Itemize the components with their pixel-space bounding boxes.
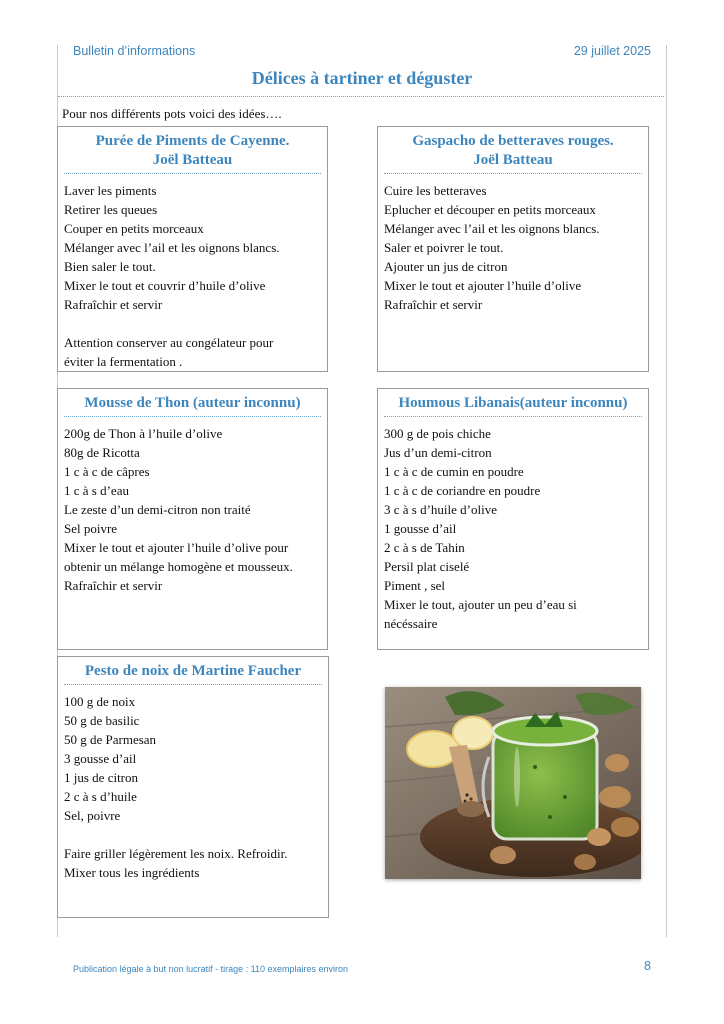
recipe-card-pesto — [57, 656, 329, 918]
recipe-title: Houmous Libanais(auteur inconnu) — [398, 395, 628, 411]
page-margin-right — [666, 45, 667, 937]
issue-date: 29 juillet 2025 — [573, 44, 651, 58]
recipe-card-piment — [57, 126, 328, 372]
recipe-title: Purée de Piments de Cayenne. Joël Batteau — [95, 133, 290, 168]
recipe-steps: 200g de Thon à l’huile d’olive 80g de Ricotta 1 c à c de câpres 1 c à s d’eau Le zeste d’un demi-citron non traité Sel poivre Mixer le tout et ajouter l’huile d’olive pour obtenir un mélange homogène et mousseux. Rafraîchir et servir — [64, 426, 293, 593]
recipe-title: Pesto de noix de Martine Faucher — [84, 663, 302, 679]
recipe-note: Faire griller légèrement les noix. Refroidir. Mixer tous les ingrédients — [64, 846, 288, 880]
recipe-note: Attention conserver au congélateur pour éviter la fermentation . — [64, 335, 274, 369]
recipe-steps: 100 g de noix 50 g de basilic 50 g de Parmesan 3 gousse d’ail 1 jus de citron 2 c à s d’huile Sel, poivre — [64, 694, 157, 823]
publication-notice: Publication légale à but non lucratif - tirage : 110 exemplaires environ — [73, 964, 348, 974]
recipe-steps: Cuire les betteraves Eplucher et découper en petits morceaux Mélanger avec l’ail et les oignons blancs. Saler et poivrer le tout. Ajouter un jus de citron Mixer le tout et ajouter l’huile d’olive Rafraîchir et servir — [384, 183, 600, 312]
recipe-card-mousse-thon — [57, 388, 328, 650]
page-title: Délices à tartiner et déguster — [251, 68, 473, 88]
recipe-title: Gaspacho de betteraves rouges. Joël Batteau — [412, 133, 614, 168]
recipe-card-gaspacho — [377, 126, 649, 372]
recipe-steps: 300 g de pois chiche Jus d’un demi-citron 1 c à c de cumin en poudre 1 c à c de coriandre en poudre 3 c à s d’huile d’olive 1 gousse d’ail 2 c à s de Tahin Persil plat ciselé Piment , sel Mixer le tout, ajouter un peu d’eau si nécéssaire — [384, 426, 577, 631]
recipe-steps: Laver les piments Retirer les queues Couper en petits morceaux Mélanger avec l’ail et les oignons blancs. Bien saler le tout. Mixer le tout et couvrir d’huile d’olive Rafraîchir et servir — [64, 183, 280, 312]
pesto-jar-photo — [385, 687, 641, 879]
title-divider — [58, 96, 664, 97]
recipe-title: Mousse de Thon (auteur inconnu) — [84, 395, 301, 411]
recipe-card-houmous — [377, 388, 649, 650]
intro-text: Pour nos différents pots voici des idées…. — [62, 106, 282, 121]
newsletter-name: Bulletin d’informations — [73, 44, 196, 58]
page-number: 8 — [644, 959, 651, 973]
